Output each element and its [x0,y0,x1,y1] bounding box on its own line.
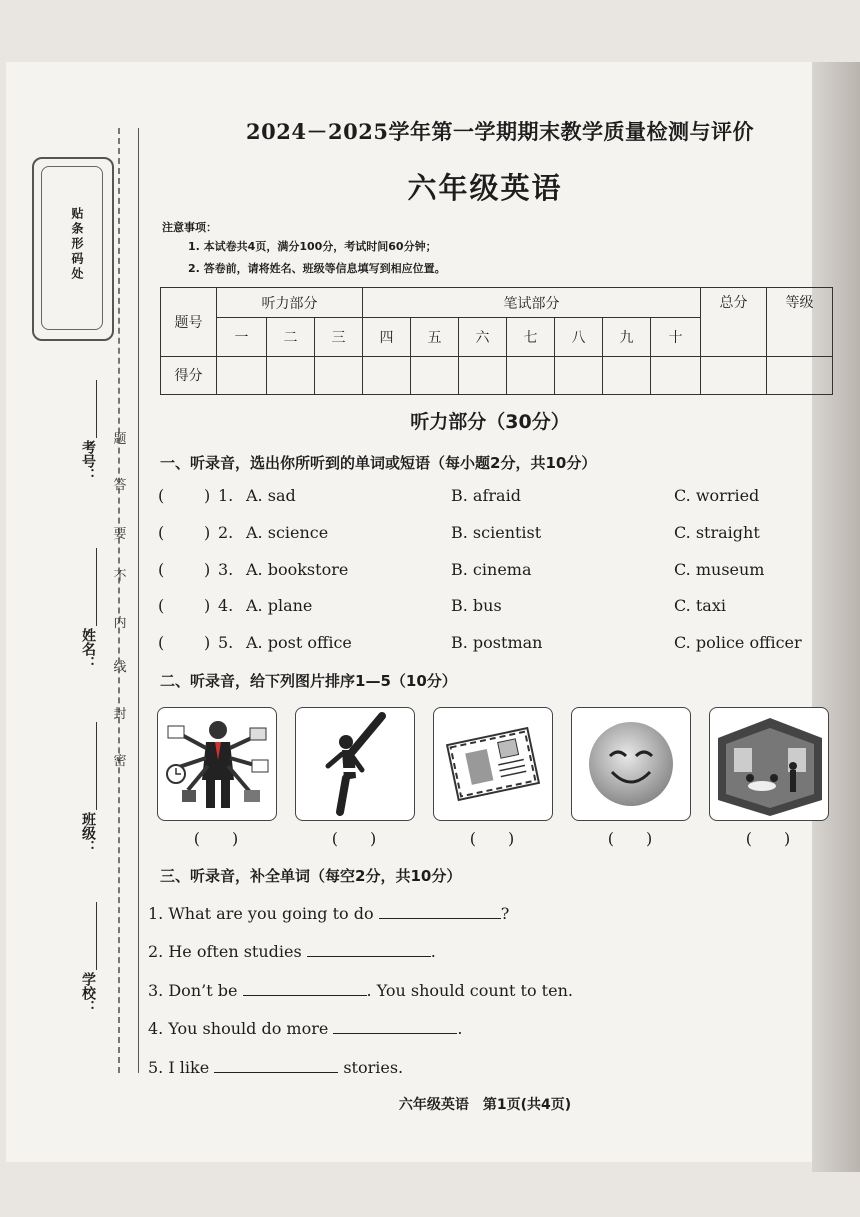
seal-char: 不 [113,569,127,584]
section1-title: 一、听录音，选出你所听到的单词或短语（每小题2分，共10分） [160,454,597,472]
picture-answer-paren[interactable]: ( ) [469,829,515,848]
question-row [158,523,818,547]
section2-title: 二、听录音，给下列图片排序1—5（10分） [160,672,457,690]
total-header-cell: 总分 [701,288,767,357]
writing-header-cell: 笔试部分 [363,288,701,318]
picture-answer-paren[interactable]: ( ) [745,829,791,848]
col-header-cell: 四 [363,318,411,356]
seal-char: 密 [113,754,127,769]
picture-answer-paren[interactable]: ( ) [193,829,239,848]
col-header-cell: 十 [651,318,701,356]
notice-heading: 注意事项： [162,221,217,234]
answer-paren-close[interactable]: ) [204,596,211,615]
notice-item: 2. 答卷前，请将姓名、班级等信息填写到相应位置。 [188,262,446,275]
score-cell[interactable] [555,356,603,394]
answer-blank[interactable] [307,942,431,957]
restaurant-room-icon [709,707,829,821]
option-b: B. scientist [451,523,542,542]
fill-item: 2. He often studies . [148,942,436,961]
score-cell[interactable] [459,356,507,394]
exam-number-field[interactable]: 考号： [78,440,102,482]
question-number: 2. [218,523,234,542]
barcode-sticker-area [32,157,114,341]
class-field[interactable]: 班级： [78,812,102,854]
fill-item: 3. Don’t be . You should count to ten. [148,981,573,1000]
question-number: 4. [218,596,234,615]
option-c: C. police officer [674,633,802,652]
col-header-cell: 一 [217,318,267,356]
score-cell[interactable] [651,356,701,394]
score-cell[interactable] [267,356,315,394]
fill-item: 1. What are you going to do ? [148,904,510,923]
option-c: C. taxi [674,596,726,615]
option-c: C. straight [674,523,760,542]
score-table [160,287,833,395]
option-b: B. afraid [451,486,521,505]
grade-header-cell: 等级 [767,288,833,357]
col-header-cell: 八 [555,318,603,356]
score-cell[interactable] [363,356,411,394]
fill-item: 4. You should do more . [148,1019,463,1038]
answer-paren-open[interactable]: ( [158,596,165,615]
seal-char: 内 [113,616,127,631]
answer-paren-open[interactable]: ( [158,486,165,505]
school-field[interactable]: 学校： [78,972,102,1014]
notice-item: 1. 本试卷共4页，满分100分，考试时间60分钟； [188,240,437,253]
answer-paren-close[interactable]: ) [204,486,211,505]
section3-title: 三、听录音，补全单词（每空2分，共10分） [160,867,462,885]
score-label-cell: 得分 [161,356,217,394]
score-cell[interactable] [217,356,267,394]
score-cell[interactable] [603,356,651,394]
seal-char: 线 [113,660,127,675]
col-header-cell: 三 [315,318,363,356]
listening-header-cell: 听力部分 [217,288,363,318]
fill-item: 5. I like stories. [148,1058,404,1077]
question-row [158,486,818,510]
answer-paren-close[interactable]: ) [204,523,211,542]
col-header-cell: 九 [603,318,651,356]
postcard-icon [433,707,553,821]
score-cell[interactable] [507,356,555,394]
answer-blank[interactable] [243,981,367,996]
seal-dashed-line [118,128,120,1073]
sticker-label: 贴条形码处 [70,207,84,282]
answer-paren-close[interactable]: ) [204,633,211,652]
listening-part-title: 听力部分（30分） [410,411,570,433]
col-header-cell: 六 [459,318,507,356]
question-row [158,633,818,657]
picture-answer-paren[interactable]: ( ) [607,829,653,848]
answer-paren-open[interactable]: ( [158,633,165,652]
col-header-cell: 七 [507,318,555,356]
answer-blank[interactable] [379,904,501,919]
picture-answer-paren[interactable]: ( ) [331,829,377,848]
question-number: 5. [218,633,234,652]
answer-blank[interactable] [333,1019,457,1034]
option-b: B. postman [451,633,543,652]
option-a: A. bookstore [246,560,349,579]
col-header-cell: 五 [411,318,459,356]
option-a: A. sad [246,486,296,505]
option-b: B. cinema [451,560,532,579]
option-c: C. museum [674,560,765,579]
exam-title: 2024－2025学年第一学期期末教学质量检测与评价 [246,119,754,144]
question-row [158,596,818,620]
seal-char: 答 [113,478,127,493]
page-footer: 六年级英语 第1页(共4页) [398,1097,572,1113]
option-c: C. worried [674,486,760,505]
busy-businessman-icon [157,707,277,821]
exam-subtitle: 六年级英语 [407,171,563,205]
option-a: A. plane [246,596,313,615]
margin-divider-line [138,128,139,1073]
seal-char: 要 [113,527,127,542]
grade-cell[interactable] [767,356,833,394]
seal-char: 封 [113,707,127,722]
answer-paren-open[interactable]: ( [158,560,165,579]
score-cell[interactable] [315,356,363,394]
page-edge-shadow [812,62,860,1172]
option-a: A. science [246,523,329,542]
total-score-cell[interactable] [701,356,767,394]
smiling-face-icon [571,707,691,821]
kung-fu-kick-icon [295,707,415,821]
answer-paren-open[interactable]: ( [158,523,165,542]
answer-blank[interactable] [214,1058,338,1073]
option-b: B. bus [451,596,502,615]
seal-char: 题 [113,432,127,447]
name-field[interactable]: 姓名： [78,628,102,670]
score-cell[interactable] [411,356,459,394]
option-a: A. post office [246,633,352,652]
question-number: 3. [218,560,234,579]
answer-paren-close[interactable]: ) [204,560,211,579]
col-header-cell: 二 [267,318,315,356]
row-label-cell: 题号 [161,288,217,357]
question-row [158,560,818,584]
question-number: 1. [218,486,234,505]
